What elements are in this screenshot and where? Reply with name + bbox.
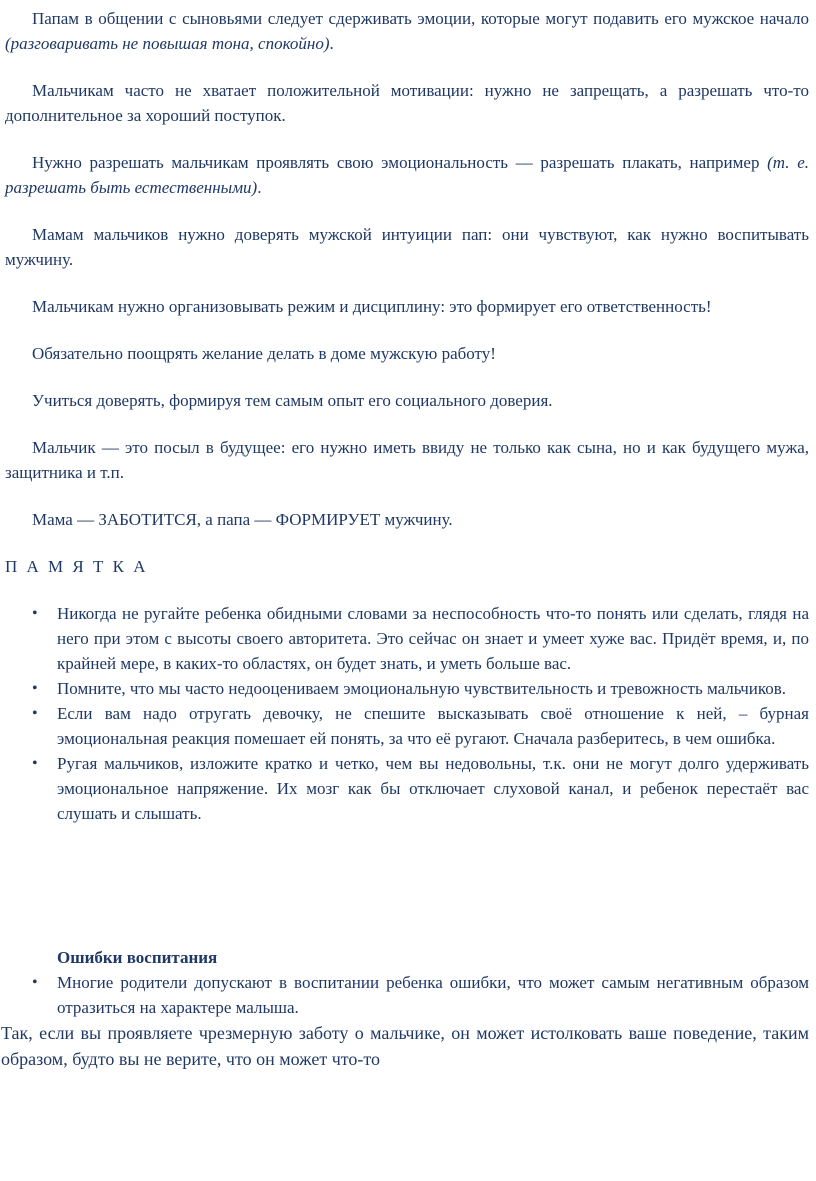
paragraph-text: . — [257, 178, 262, 197]
paragraph-mom-cares-dad-forms: Мама — ЗАБОТИТСЯ, а папа — ФОРМИРУЕТ мужчину. — [32, 510, 453, 529]
paragraph-italic-note: (разговаривать не повышая тона, спокойно) — [5, 34, 330, 53]
closing-paragraph: Так, если вы проявляете чрезмерную заботу о мальчике, он может истолковать ваше поведение, таким образом, будто вы не верите, что он может что-то — [1, 1023, 809, 1069]
memo-list-item: • Если вам надо отругать девочку, не спешите высказывать своё отношение к ней, – бурная эмоциональная реакция помешает ей понять, за что её ругают. Сначала разберитесь, в чем ошибка. — [57, 701, 809, 751]
memo-list-item: • Помните, что мы часто недооцениваем эмоциональную чувствительность и тревожность мальчиков. — [57, 676, 809, 701]
mistakes-bullet-list — [5, 970, 809, 1020]
paragraph-text: Папам в общении с сыновьями следует сдерживать эмоции, которые могут подавить его мужское начало — [32, 9, 809, 28]
paragraph-text: . — [329, 34, 334, 53]
paragraph-italic-note: (т. е. разрешать быть естественными) — [5, 153, 809, 197]
mistakes-list-item: • Многие родители допускают в воспитании ребенка ошибки, что может самым негативным образом отразиться на характере малыша. — [57, 970, 809, 1020]
vertical-spacer — [5, 826, 809, 945]
paragraph-learn-to-trust: Учиться доверять, формируя тем самым опыт его социального доверия. — [32, 391, 553, 410]
paragraph-encourage-mens-work: Обязательно поощрять желание делать в доме мужскую работу! — [32, 344, 496, 363]
paragraph-routine-discipline: Мальчикам нужно организовывать режим и дисциплину: это формирует его ответственность! — [32, 297, 712, 316]
memo-list-item: • Ругая мальчиков, изложите кратко и четко, чем вы недовольны, т.к. они не могут долго удерживать эмоциональное напряжение. Их мозг как бы отключает слуховой канал, и ребенок перестаёт вас слушать и слышать. — [57, 751, 809, 826]
memo-bullet-list — [5, 601, 809, 826]
paragraph-positive-motivation: Мальчикам часто не хватает положительной мотивации: нужно не запрещать, а разрешать что-то дополнительное за хороший поступок. — [5, 81, 809, 125]
memo-list-item: • Никогда не ругайте ребенка обидными словами за неспособность что-то понять или сделать, глядя на него при этом с высоты своего авторитета. Это сейчас он знает и умеет хуже вас. Придёт время, и, по крайней мере, в каких-то областях, он будет знать, и уметь больше вас. — [57, 601, 809, 676]
section-heading-parenting-mistakes: Ошибки воспитания — [57, 948, 218, 967]
paragraph-moms-trust-dads: Мамам мальчиков нужно доверять мужской интуиции пап: они чувствуют, как нужно воспитывать мужчину. — [5, 225, 809, 269]
paragraph-text: Нужно разрешать мальчикам проявлять свою эмоциональность — разрешать плакать, например — [32, 153, 768, 172]
paragraph-allow-emotionality — [5, 150, 809, 200]
paragraph-dads-restrain-emotions — [5, 6, 809, 56]
paragraph-boy-future-message: Мальчик — это посыл в будущее: его нужно иметь ввиду не только как сына, но и как будущего мужа, защитника и т.п. — [5, 438, 809, 482]
memo-title: П А М Я Т К А — [5, 557, 149, 576]
